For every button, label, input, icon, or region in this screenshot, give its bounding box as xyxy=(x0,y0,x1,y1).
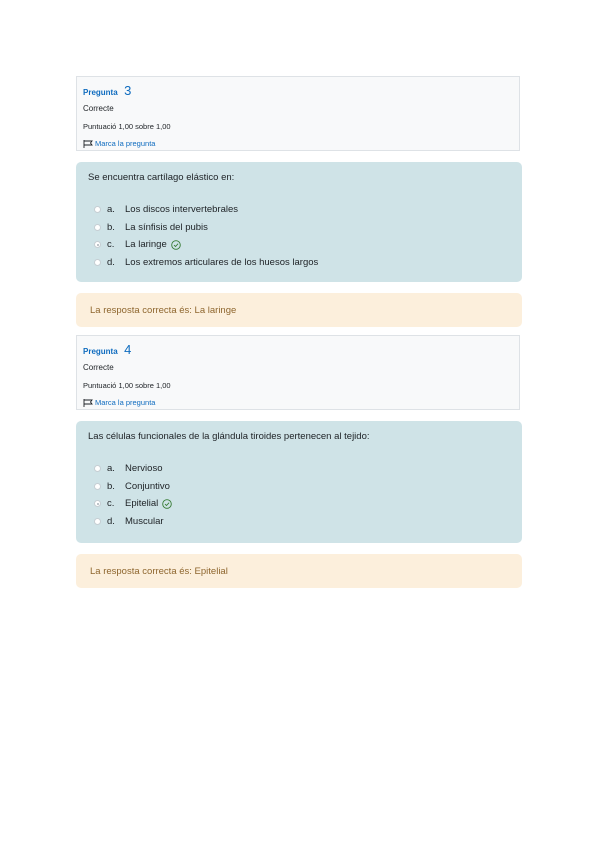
correct-check-icon xyxy=(162,499,172,509)
answer-option-c[interactable] xyxy=(88,236,510,254)
answer-text: Muscular xyxy=(125,515,164,527)
answer-radio[interactable] xyxy=(94,206,101,213)
question-label: Pregunta xyxy=(83,347,118,356)
answer-option-c[interactable] xyxy=(88,495,510,513)
question-grade: Puntuació 1,00 sobre 1,00 xyxy=(83,381,171,390)
answer-letter: c. xyxy=(107,498,115,510)
flag-question-label: Marca la pregunta xyxy=(95,139,156,148)
question-grade: Puntuació 1,00 sobre 1,00 xyxy=(83,122,171,131)
answer-radio-selected[interactable] xyxy=(94,241,101,248)
question-number-value: 4 xyxy=(124,342,132,357)
flag-question-link[interactable] xyxy=(83,398,513,407)
answer-letter: a. xyxy=(107,463,115,475)
answer-text: Epitelial xyxy=(125,498,159,510)
question-state: Correcte xyxy=(83,104,114,113)
answer-text: Conjuntivo xyxy=(125,480,170,492)
answer-radio[interactable] xyxy=(94,465,101,472)
answer-option-d[interactable] xyxy=(88,513,510,531)
question-number xyxy=(83,82,513,100)
question-state: Correcte xyxy=(83,363,114,372)
question-number xyxy=(83,341,513,359)
right-answer-feedback: La resposta correcta és: Epitelial xyxy=(76,554,522,588)
answer-letter: c. xyxy=(107,239,115,251)
question-label: Pregunta xyxy=(83,88,118,97)
answer-letter: d. xyxy=(107,256,115,268)
correct-check-icon xyxy=(171,240,181,250)
answer-letter: d. xyxy=(107,515,115,527)
answer-letter: b. xyxy=(107,480,115,492)
answer-letter: a. xyxy=(107,204,115,216)
question-text: Se encuentra cartílago elástico en: xyxy=(88,172,235,183)
question-formulation xyxy=(76,162,522,282)
answer-option-a[interactable] xyxy=(88,201,510,219)
question-info xyxy=(76,76,520,151)
answer-option-d[interactable] xyxy=(88,254,510,272)
answer-radio-selected[interactable] xyxy=(94,500,101,507)
answer-radio[interactable] xyxy=(94,259,101,266)
flag-icon xyxy=(83,399,93,407)
answer-option-a[interactable] xyxy=(88,460,510,478)
question-text: Las células funcionales de la glándula tiroides pertenecen al tejido: xyxy=(88,431,370,442)
answer-letter: b. xyxy=(107,221,115,233)
right-answer-feedback: La resposta correcta és: La laringe xyxy=(76,293,522,327)
answer-text: La laringe xyxy=(125,239,167,251)
answer-list xyxy=(88,201,510,271)
flag-question-link[interactable] xyxy=(83,139,513,148)
answer-option-b[interactable] xyxy=(88,219,510,237)
answer-text: La sínfisis del pubis xyxy=(125,221,208,233)
answer-text: Los extremos articulares de los huesos largos xyxy=(125,256,319,268)
answer-text: Los discos intervertebrales xyxy=(125,204,238,216)
answer-radio[interactable] xyxy=(94,518,101,525)
question-formulation xyxy=(76,421,522,543)
question-number-value: 3 xyxy=(124,83,132,98)
flag-icon xyxy=(83,140,93,148)
question-info xyxy=(76,335,520,410)
answer-radio[interactable] xyxy=(94,483,101,490)
flag-question-label: Marca la pregunta xyxy=(95,398,156,407)
answer-text: Nervioso xyxy=(125,463,163,475)
answer-list xyxy=(88,460,510,530)
answer-radio[interactable] xyxy=(94,224,101,231)
answer-option-b[interactable] xyxy=(88,478,510,496)
